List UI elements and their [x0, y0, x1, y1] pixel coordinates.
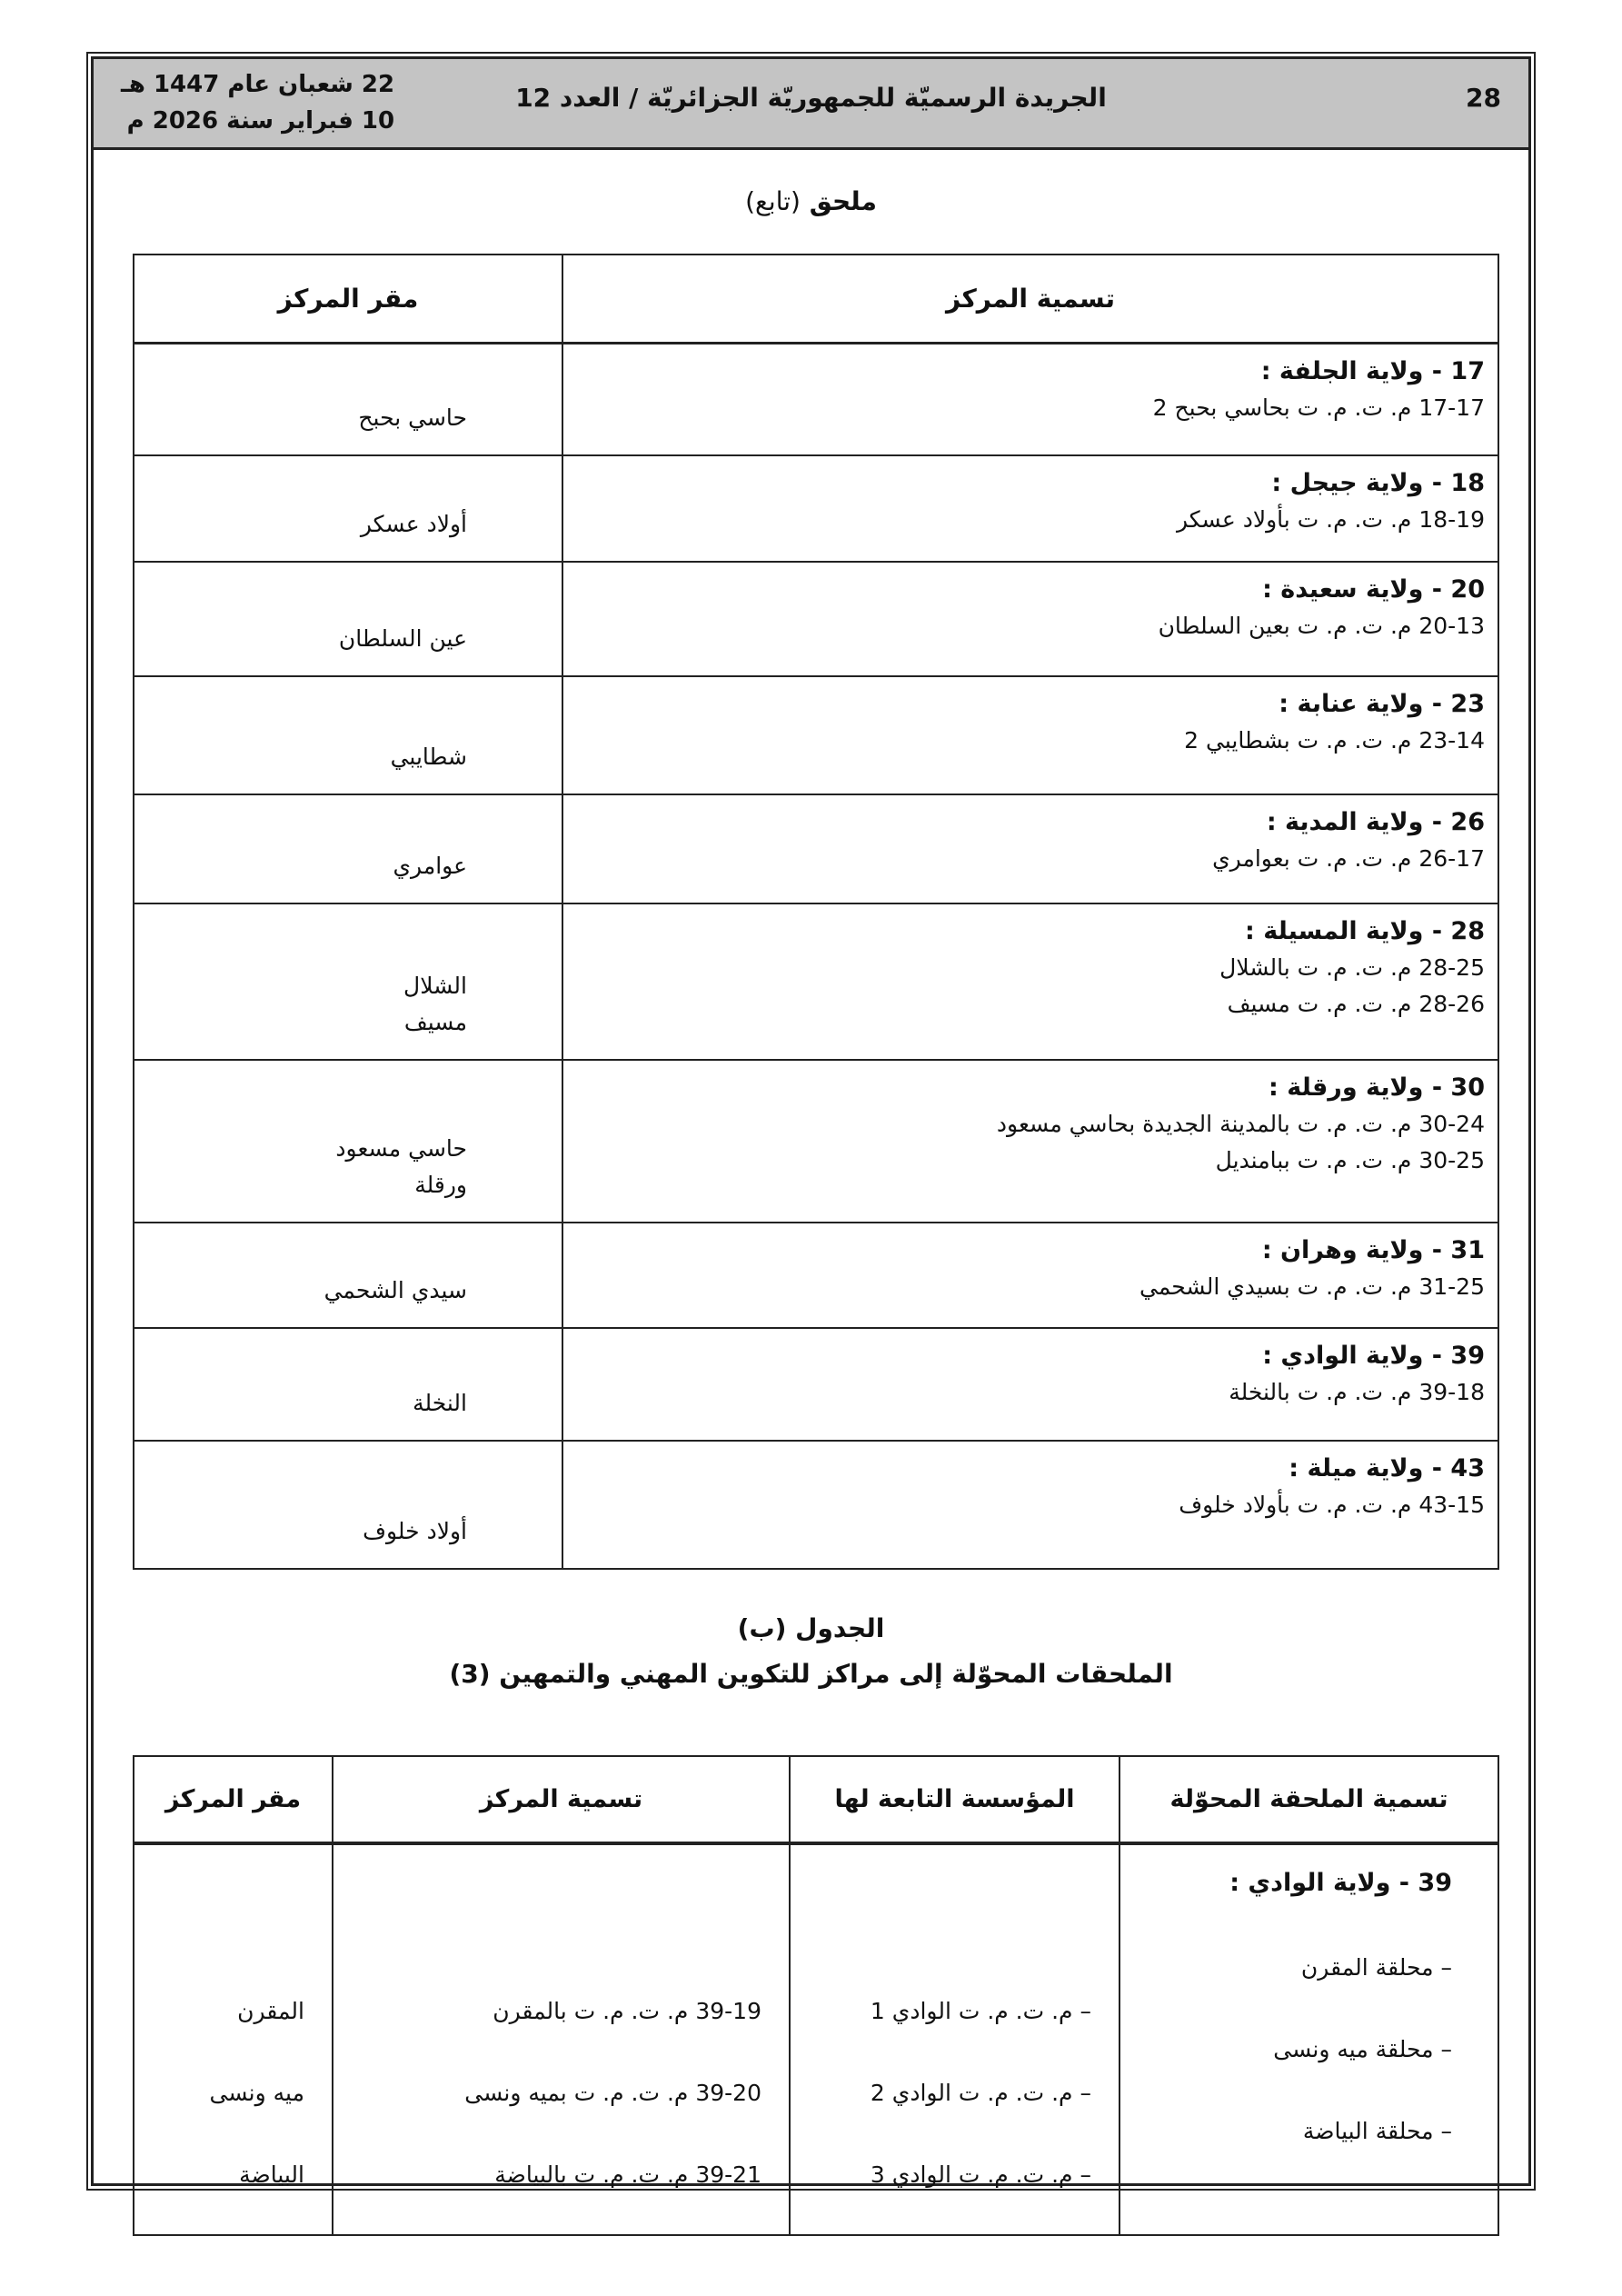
center-name-cell [562, 1060, 1498, 1223]
center-name-cell [562, 903, 1498, 1060]
annex-value: – محلقة المقرن [1300, 1954, 1452, 1981]
center-name-cell [562, 794, 1498, 903]
table-row [134, 1060, 1498, 1223]
table-b-subtitle: الملحقات المحوّلة إلى مراكز للتكوين المهني والتمهين (3) [449, 1659, 1173, 1689]
wilaya-heading: 43 - ولاية ميلة : [1289, 1454, 1485, 1482]
center-name: 20-13 م. ت. م. ت بعين السلطان [1158, 613, 1485, 639]
seat-cell [134, 1843, 333, 2235]
col-center-seat: مقر المركز [134, 1756, 333, 1843]
annexes-table [133, 1755, 1499, 2236]
center-seat-cell [134, 1328, 562, 1441]
centers-table [133, 254, 1499, 1570]
center-seat-cell [134, 562, 562, 676]
wilaya-heading: 18 - ولاية جيجل : [1271, 469, 1485, 497]
center-name: 28-26 م. ت. م. ت مسيف [1227, 991, 1485, 1017]
center-seat-cell [134, 1223, 562, 1328]
center-seat: أولاد خلوف [363, 1518, 467, 1544]
table-row [134, 676, 1498, 794]
center-name: 31-25 م. ت. م. ت بسيدي الشحمي [1139, 1273, 1485, 1300]
center-name-cell [562, 1328, 1498, 1441]
center-seat: حاسي بحبح [358, 404, 467, 431]
table-row [134, 455, 1498, 562]
institution-value: – م. ت. م. ت الوادي 1 [870, 1998, 1091, 2024]
center-seat: النخلة [413, 1390, 467, 1416]
table-row [134, 1441, 1498, 1569]
center-seat: سيدي الشحمي [323, 1277, 467, 1303]
annex-title [0, 186, 1622, 216]
center-name: 26-17 م. ت. م. ت بعوامري [1212, 845, 1485, 872]
center-name-cell [562, 676, 1498, 794]
annex-subtitle: (تابع) [745, 186, 801, 216]
table-row [134, 1328, 1498, 1441]
center-name-cell [562, 1441, 1498, 1569]
center-seat: أولاد عسكر [360, 511, 467, 537]
center-name-cell [562, 455, 1498, 562]
center-seat: عوامري [393, 853, 467, 879]
center-seat-cell [134, 1060, 562, 1223]
col-institution: المؤسسة التابعة لها [790, 1756, 1119, 1843]
table-row [134, 1843, 1498, 2235]
center-name: 18-19 م. ت. م. ت بأولاد عسكر [1176, 506, 1485, 533]
center-seat-cell [134, 676, 562, 794]
center-seat: مسيف [403, 1009, 467, 1035]
wilaya-heading: 26 - ولاية المدية : [1266, 808, 1485, 836]
table-row [134, 903, 1498, 1060]
center-seat: عين السلطان [338, 625, 467, 652]
journal-header [94, 59, 1528, 150]
center-value: 39-20 م. ت. م. ت بميه ونسى [464, 2080, 761, 2106]
seat-value: البياضة [239, 2161, 304, 2188]
wilaya-heading: 20 - ولاية سعيدة : [1262, 575, 1485, 604]
center-seat-cell [134, 1441, 562, 1569]
journal-title: الجريدة الرسميّة للجمهوريّة الجزائريّة / العدد 12 [515, 83, 1107, 113]
annex-value: – محلقة البياضة [1302, 2118, 1452, 2144]
center-name-cell [562, 562, 1498, 676]
seat-value: المقرن [237, 1998, 304, 2024]
center-name-cell [562, 343, 1498, 455]
center-seat-cell [134, 455, 562, 562]
center-cell [333, 1843, 790, 2235]
center-seat-cell [134, 794, 562, 903]
wilaya-heading: 17 - ولاية الجلفة : [1260, 356, 1485, 385]
wilaya-heading: 23 - ولاية عنابة : [1279, 690, 1485, 718]
col-center-name: تسمية المركز [333, 1756, 790, 1843]
table-row [134, 794, 1498, 903]
wilaya-heading: 28 - ولاية المسيلة : [1245, 917, 1485, 945]
center-seat: ورقلة [414, 1172, 467, 1198]
center-value: 39-19 م. ت. م. ت بالمقرن [493, 1998, 761, 2024]
wilaya-heading: 39 - ولاية الوادي : [1229, 1869, 1452, 1897]
col-center-seat: مقر المركز [134, 255, 562, 343]
page-number: 28 [1466, 83, 1501, 113]
annex-value: – محلقة ميه ونسى [1273, 2036, 1452, 2062]
annex-heading: ملحق [809, 186, 877, 216]
col-annex-name: تسمية الملحقة المحوّلة [1119, 1756, 1498, 1843]
seat-value: ميه ونسى [209, 2080, 304, 2106]
center-seat: شطايبي [390, 744, 467, 770]
table-b-title: الجدول (ب) [737, 1613, 885, 1643]
issue-date [121, 66, 394, 139]
center-name: 17-17 م. ت. م. ت بحاسي بحبح 2 [1152, 394, 1485, 421]
hijri-date: 22 شعبان عام 1447 هـ [121, 71, 395, 98]
center-name: 30-24 م. ت. م. ت بالمدينة الجديدة بحاسي مسعود [996, 1111, 1485, 1137]
table-row [134, 562, 1498, 676]
annex-cell [1119, 1843, 1498, 2235]
table-row [134, 343, 1498, 455]
wilaya-heading: 31 - ولاية وهران : [1261, 1236, 1485, 1264]
center-seat: الشلال [403, 973, 467, 999]
center-name: 28-25 م. ت. م. ت بالشلال [1219, 954, 1485, 981]
gregorian-date: 10 فبراير سنة 2026 م [126, 107, 395, 135]
wilaya-heading: 30 - ولاية ورقلة : [1269, 1073, 1485, 1102]
center-name: 39-18 م. ت. م. ت بالنخلة [1229, 1379, 1485, 1405]
table-row [134, 1223, 1498, 1328]
center-name: 23-14 م. ت. م. ت بشطايبي 2 [1184, 727, 1485, 754]
wilaya-heading: 39 - ولاية الوادي : [1262, 1342, 1485, 1370]
center-seat: حاسي مسعود [335, 1135, 467, 1162]
center-value: 39-21 م. ت. م. ت بالبياضة [494, 2161, 761, 2188]
center-name: 30-25 م. ت. م. ت ببامنديل [1215, 1147, 1485, 1173]
institution-value: – م. ت. م. ت الوادي 3 [870, 2161, 1091, 2188]
center-seat-cell [134, 343, 562, 455]
col-center-name: تسمية المركز [562, 255, 1498, 343]
institution-value: – م. ت. م. ت الوادي 2 [870, 2080, 1091, 2106]
center-name: 43-15 م. ت. م. ت بأولاد خلوف [1179, 1492, 1485, 1518]
center-seat-cell [134, 903, 562, 1060]
center-name-cell [562, 1223, 1498, 1328]
institution-cell [790, 1843, 1119, 2235]
